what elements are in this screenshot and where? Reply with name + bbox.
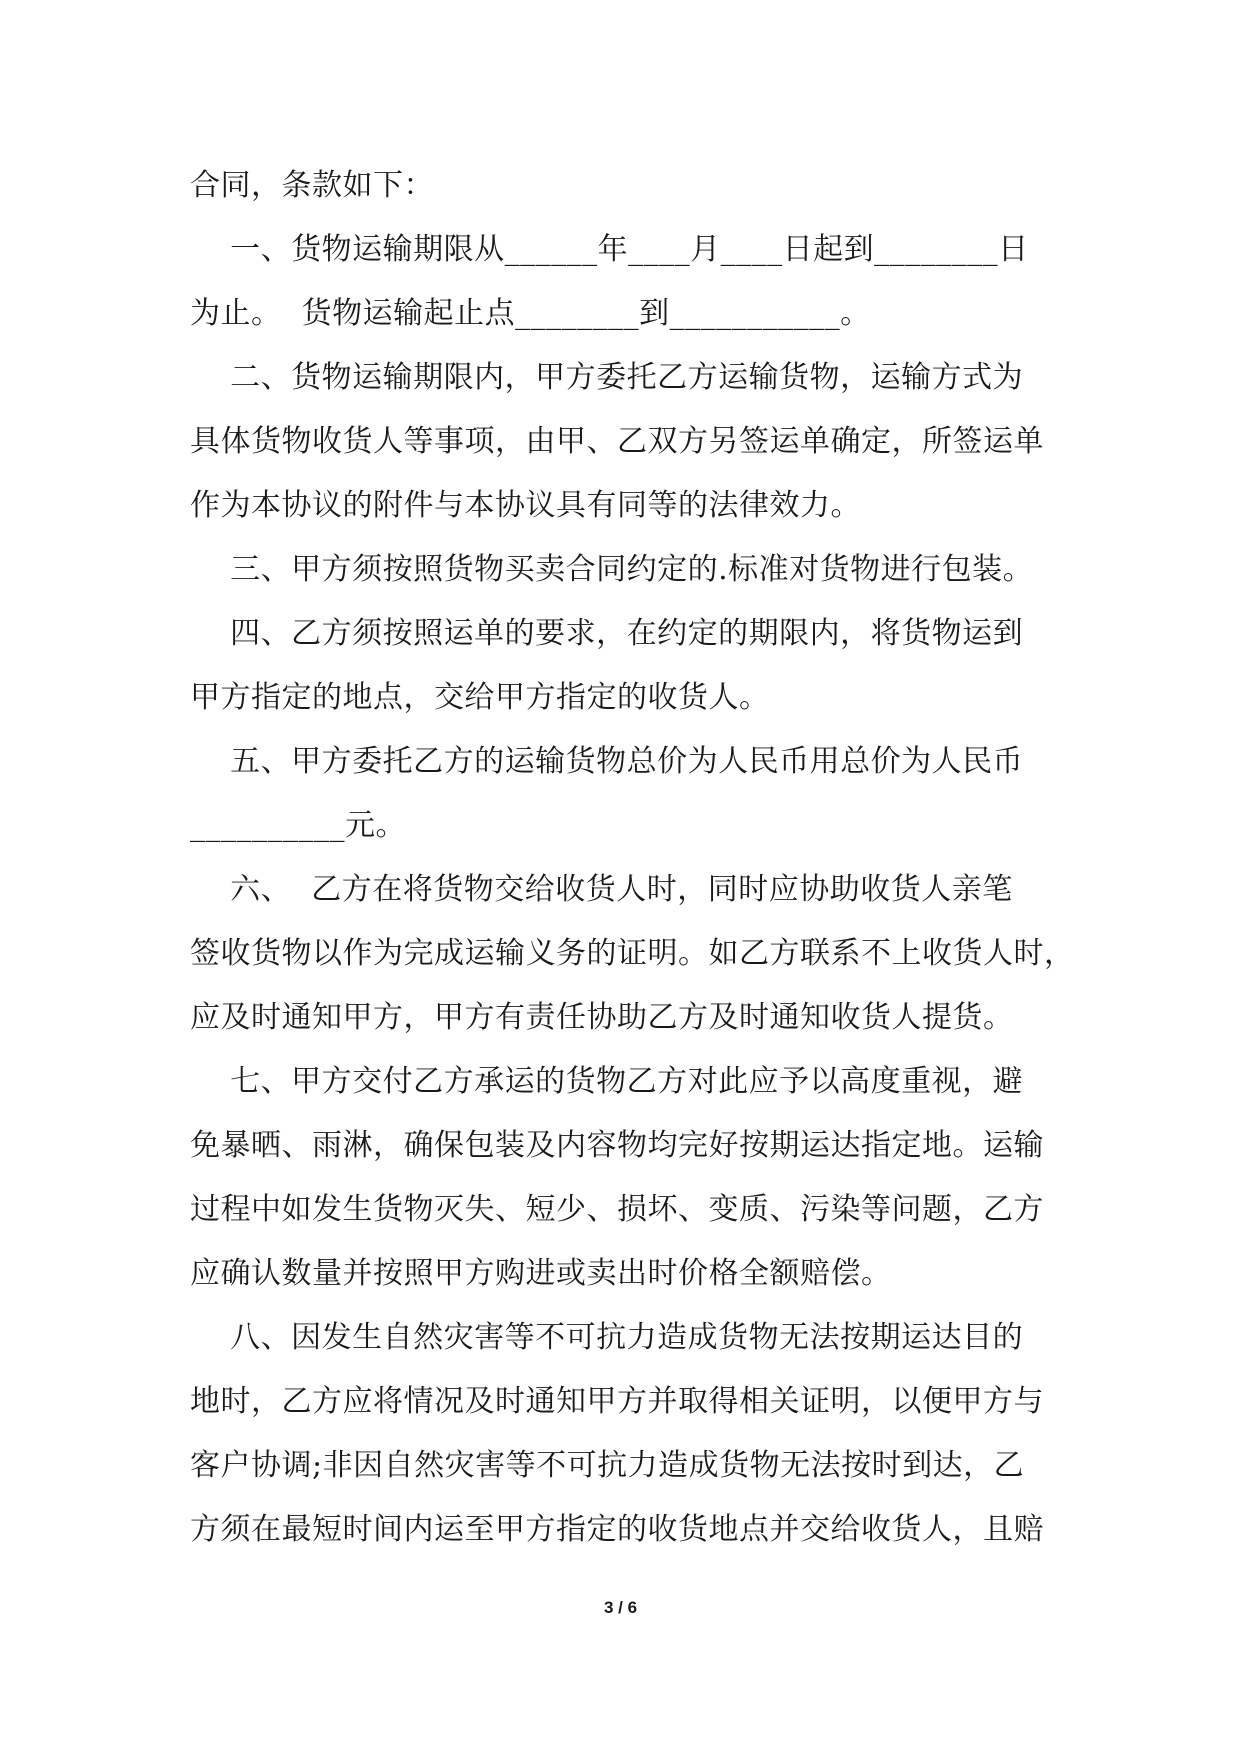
text-line: 三、甲方须按照货物买卖合同约定的.标准对货物进行包装。 [190, 552, 1034, 587]
text-line: 免暴晒、雨淋，确保包装及内容物均完好按期运达指定地。运输 [190, 1128, 1044, 1163]
text-line: 六、 乙方在将货物交给收货人时，同时应协助收货人亲笔 [190, 872, 1013, 907]
text-line: __________元。 [190, 808, 406, 843]
text-line: 甲方指定的地点，交给甲方指定的收货人。 [190, 680, 770, 715]
text-line: 合同，条款如下： [190, 168, 434, 203]
text-line: 应确认数量并按照甲方购进或卖出时价格全额赔偿。 [190, 1256, 892, 1291]
text-line: 五、甲方委托乙方的运输货物总价为人民币用总价为人民币 [190, 744, 1024, 779]
text-line: 一、货物运输期限从______年____月____日起到________日 [190, 232, 1029, 267]
page-number: 3 / 6 [603, 1598, 638, 1617]
text-line: 四、乙方须按照运单的要求，在约定的期限内，将货物运到 [190, 616, 1024, 651]
text-line: 方须在最短时间内运至甲方指定的收货地点并交给收货人，且赔 [190, 1512, 1044, 1547]
text-line: 过程中如发生货物灭失、短少、损坏、变质、污染等问题，乙方 [190, 1192, 1044, 1227]
text-line: 具体货物收货人等事项，由甲、乙双方另签运单确定，所签运单 [190, 424, 1044, 459]
text-line: 七、甲方交付乙方承运的货物乙方对此应予以高度重视，避 [190, 1064, 1024, 1099]
text-line: 作为本协议的附件与本协议具有同等的法律效力。 [190, 488, 861, 523]
text-line: 应及时通知甲方，甲方有责任协助乙方及时通知收货人提货。 [190, 1000, 1014, 1035]
text-line: 客户协调;非因自然灾害等不可抗力造成货物无法按时到达，乙 [190, 1448, 1025, 1483]
text-line: 八、因发生自然灾害等不可抗力造成货物无法按期运达目的 [190, 1320, 1024, 1355]
text-line: 为止。 货物运输起止点________到___________。 [190, 296, 871, 331]
text-line: 地时，乙方应将情况及时通知甲方并取得相关证明，以便甲方与 [190, 1384, 1044, 1419]
text-line: 签收货物以作为完成运输义务的证明。如乙方联系不上收货人时， [190, 936, 1075, 971]
text-line: 二、货物运输期限内，甲方委托乙方运输货物，运输方式为 [190, 360, 1024, 395]
